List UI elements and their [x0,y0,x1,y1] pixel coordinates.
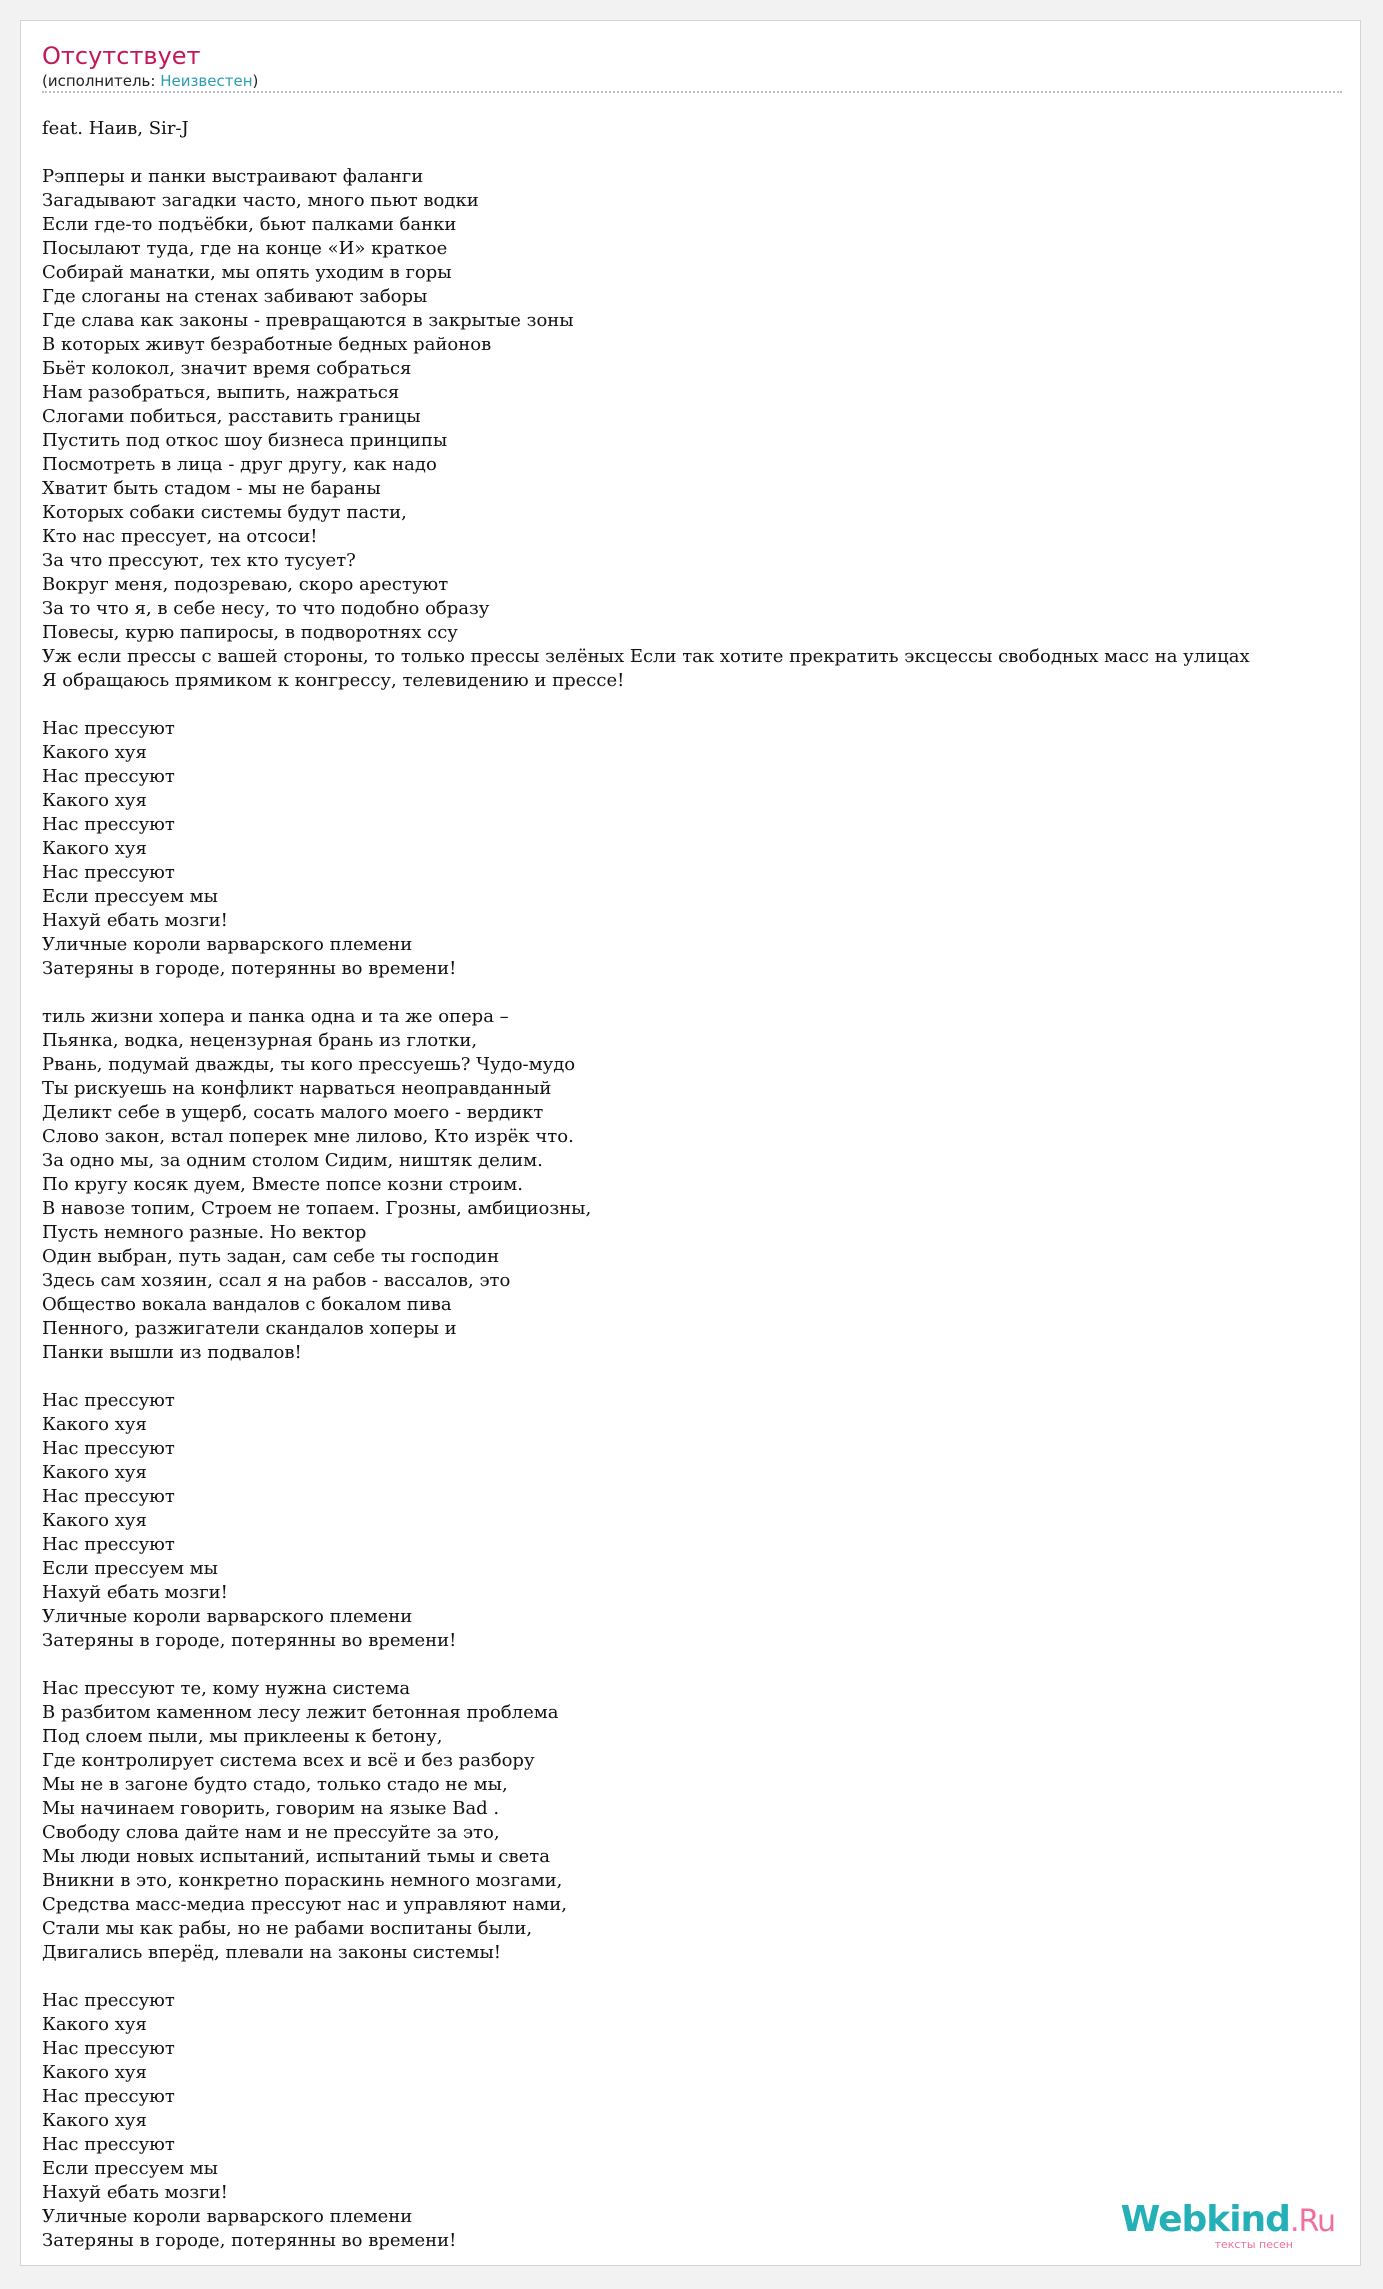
lyric-line: Уж если прессы с вашей стороны, то только прессы зелёных Если так хотите прекратить эксцессы свободных масс на улицах [42,646,1250,667]
lyric-line: Нас прессуют [42,2134,175,2155]
lyric-line: Пусть немного разные. Но вектор [42,1222,367,1243]
lyric-line: В навозе топим, Строем не топаем. Грозны, амбициозны, [42,1198,592,1219]
lyric-line: feat. Наив, Sir-J [42,118,189,139]
lyric-line: Какого хуя [42,1414,147,1435]
lyric-line: Мы люди новых испытаний, испытаний тьмы и света [42,1846,550,1867]
lyric-line: Стали мы как рабы, но не рабами воспитаны были, [42,1918,533,1939]
lyric-line: Нас прессуют те, кому нужна система [42,1678,411,1699]
lyric-line: Хватит быть стадом - мы не бараны [42,478,381,499]
lyric-line: Слогами побиться, расставить границы [42,406,421,427]
lyric-line: тиль жизни хопера и панка одна и та же опера – [42,1006,509,1027]
lyric-line: Нахуй ебать мозги! [42,2182,228,2203]
lyric-line: Повесы, курю папиросы, в подворотнях ссу [42,622,458,643]
lyric-line: Нахуй ебать мозги! [42,1582,228,1603]
lyric-line: Какого хуя [42,742,147,763]
lyric-line: Нам разобраться, выпить, нажраться [42,382,400,403]
lyric-line: Мы не в загоне будто стадо, только стадо не мы, [42,1774,508,1795]
lyric-line: Затеряны в городе, потерянны во времени! [42,1630,457,1651]
lyric-line: Которых собаки системы будут пасти, [42,502,407,523]
lyric-line: Панки вышли из подвалов! [42,1342,302,1363]
lyric-line: Где слава как законы - превращаются в закрытые зоны [42,310,574,331]
webkind-logo[interactable] [1121,2201,1335,2251]
lyric-line: За то что я, в себе несу, то что подобно образу [42,598,490,619]
stanza-gap [42,1653,1250,1677]
lyric-line: В которых живут безработные бедных районов [42,334,492,355]
lyric-line: Какого хуя [42,2062,147,2083]
lyric-line: Затеряны в городе, потерянны во времени! [42,2230,457,2251]
lyric-line: Какого хуя [42,2110,147,2131]
lyric-line: Кто нас прессует, на отсоси! [42,526,318,547]
song-title: Отсутствует [42,42,201,70]
lyric-line: Если прессуем мы [42,2158,219,2179]
artist-link[interactable]: Неизвестен [160,72,253,90]
lyric-line: Нас прессуют [42,1438,175,1459]
lyric-line: Загадывают загадки часто, много пьют водки [42,190,479,211]
lyric-line: Какого хуя [42,2014,147,2035]
lyric-line: Вникни в это, конкретно пораскинь немного мозгами, [42,1870,563,1891]
lyric-line: Ты рискуешь на конфликт нарваться неоправданный [42,1078,552,1099]
lyric-line: Нас прессуют [42,1534,175,1555]
lyric-line: Если прессуем мы [42,1558,219,1579]
stanza-gap [42,141,1250,165]
lyric-line: Рэпперы и панки выстраивают фаланги [42,166,424,187]
lyric-line: Здесь сам хозяин, ссал я на рабов - вассалов, это [42,1270,511,1291]
lyric-line: Средства масс-медиа прессуют нас и управляют нами, [42,1894,567,1915]
lyric-line: Где слоганы на стенах забивают заборы [42,286,428,307]
lyric-line: Нас прессуют [42,718,175,739]
lyric-line: По кругу косяк дуем, Вместе попсе козни строим. [42,1174,523,1195]
lyric-line: Нас прессуют [42,814,175,835]
lyrics-card [20,20,1361,2266]
lyric-line: Если где-то подъёбки, бьют палками банки [42,214,457,235]
logo-main-text: Webkind [1120,2199,1290,2240]
lyric-line: Нас прессуют [42,862,175,883]
stanza-gap [42,1965,1250,1989]
lyrics-text [42,117,1250,2253]
lyric-line: Мы начинаем говорить, говорим на языке Bad . [42,1798,500,1819]
lyric-line: Деликт себе в ущерб, сосать малого моего - вердикт [42,1102,544,1123]
stanza-gap [42,981,1250,1005]
lyric-line: Нас прессуют [42,1990,175,2011]
lyric-line: Уличные короли варварского племени [42,2206,413,2227]
lyric-line: В разбитом каменном лесу лежит бетонная проблема [42,1702,559,1723]
artist-line [42,71,258,91]
lyric-line: Под слоем пыли, мы приклеены к бетону, [42,1726,443,1747]
lyric-line: Посылают туда, где на конце «И» краткое [42,238,448,259]
stanza-gap [42,693,1250,717]
lyric-line: Нас прессуют [42,1390,175,1411]
lyric-line: Бьёт колокол, значит время собраться [42,358,412,379]
lyric-line: Какого хуя [42,790,147,811]
lyric-line: Какого хуя [42,1510,147,1531]
logo-wordmark [1121,2201,1335,2241]
lyric-line: Пенного, разжигатели скандалов хоперы и [42,1318,457,1339]
lyric-line: Двигались вперёд, плевали на законы системы! [42,1942,502,1963]
lyric-line: Нас прессуют [42,766,175,787]
lyric-line: Слово закон, встал поперек мне лилово, Кто изрёк что. [42,1126,574,1147]
lyric-line: Затеряны в городе, потерянны во времени! [42,958,457,979]
lyric-line: Пьянка, водка, нецензурная брань из глотки, [42,1030,478,1051]
lyric-line: Посмотреть в лица - друг другу, как надо [42,454,437,475]
lyric-line: Пустить под откос шоу бизнеса принципы [42,430,448,451]
logo-tld: .Ru [1289,2204,1335,2239]
lyric-line: Вокруг меня, подозреваю, скоро арестуют [42,574,449,595]
lyric-line: Собирай манатки, мы опять уходим в горы [42,262,452,283]
lyric-line: Свободу слова дайте нам и не прессуйте за это, [42,1822,500,1843]
lyric-line: За что прессуют, тех кто тусует? [42,550,356,571]
lyric-line: Уличные короли варварского племени [42,1606,413,1627]
lyric-line: Нас прессуют [42,2086,175,2107]
lyric-line: Нахуй ебать мозги! [42,910,228,931]
lyric-line: Я обращаюсь прямиком к конгрессу, телевидению и прессе! [42,670,625,691]
lyric-line: Нас прессуют [42,2038,175,2059]
lyric-line: За одно мы, за одним столом Сидим, ништяк делим. [42,1150,543,1171]
lyric-line: Рвань, подумай дважды, ты кого прессуешь? Чудо-мудо [42,1054,576,1075]
logo-tagline: тексты песен [1214,2238,1293,2251]
lyric-line: Общество вокала вандалов с бокалом пива [42,1294,452,1315]
lyric-line: Где контролирует система всех и всё и без разбору [42,1750,535,1771]
artist-suffix: ) [252,72,259,90]
lyric-line: Какого хуя [42,838,147,859]
lyric-line: Какого хуя [42,1462,147,1483]
lyric-line: Если прессуем мы [42,886,219,907]
lyric-line: Один выбран, путь задан, сам себе ты господин [42,1246,500,1267]
song-header [42,41,1342,93]
lyric-line: Уличные короли варварского племени [42,934,413,955]
stanza-gap [42,1365,1250,1389]
lyric-line: Нас прессуют [42,1486,175,1507]
artist-prefix: (исполнитель: [42,72,161,90]
